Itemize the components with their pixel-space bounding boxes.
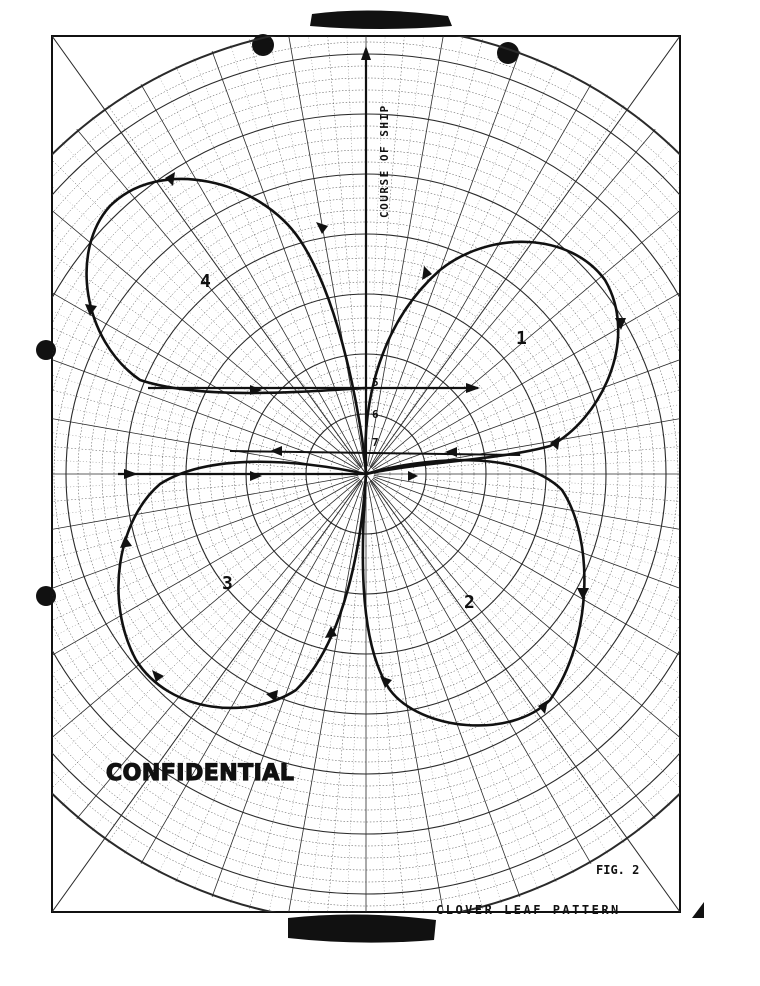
punch-hole-top-right — [497, 42, 519, 64]
grid-spoke-major — [367, 31, 444, 466]
grid-spoke-fine — [9, 584, 223, 748]
grid-spoke-minor — [0, 508, 317, 732]
track-arrow — [250, 471, 262, 481]
grid-spoke-fine — [346, 24, 358, 294]
grid-spoke-fine — [0, 497, 188, 532]
grid-spoke-fine — [538, 339, 760, 420]
grid-spoke-minor — [0, 284, 312, 449]
grid-spoke-major — [288, 482, 365, 917]
redaction-mark-bottom — [288, 914, 436, 942]
grid-spoke-fine — [307, 28, 342, 296]
grid-spoke-major — [212, 482, 363, 897]
grid-spoke-major — [369, 51, 520, 466]
grid-spoke-fine — [0, 339, 194, 420]
grid-spoke-major — [367, 482, 444, 917]
grid-spoke-fine — [463, 94, 608, 322]
grid-spoke-major — [212, 51, 363, 466]
grid-spoke-fine — [435, 640, 538, 889]
grid-spoke-minor — [408, 156, 684, 432]
grid-spoke-minor — [0, 216, 317, 440]
track-arrow — [408, 471, 418, 481]
figure-caption: CLOVER LEAF PATTERN — [436, 903, 621, 917]
grid-spoke-major — [141, 481, 362, 864]
leaf-4-loop — [87, 179, 366, 474]
grid-spoke-fine — [542, 513, 760, 571]
grid-spoke-major — [21, 185, 360, 469]
grid-spoke-fine — [518, 571, 746, 716]
grid-spoke-fine — [420, 45, 501, 303]
grid-spoke-minor — [0, 490, 308, 591]
grid-spoke-fine — [435, 58, 538, 307]
center-mark-5: 5 — [372, 376, 379, 389]
leaf-label-1: 1 — [516, 328, 527, 349]
grid-corner-diagonal — [366, 36, 680, 474]
grid-spoke-fine — [542, 377, 760, 435]
leaf-label-2: 2 — [464, 592, 475, 613]
grid-spoke-fine — [509, 584, 723, 748]
grid-spoke-major — [372, 479, 711, 763]
grid-spoke-fine — [546, 454, 760, 466]
polar-chart-paper — [0, 24, 760, 924]
grid-spoke-major — [141, 84, 362, 467]
grid-spoke-fine — [544, 415, 760, 450]
grid-spoke-fine — [532, 543, 760, 646]
grid-spoke-minor — [415, 216, 734, 440]
grid-spoke-major — [288, 31, 365, 466]
grid-spoke-fine — [0, 571, 214, 716]
grid-spoke-major — [374, 475, 760, 552]
track-arrow — [380, 676, 392, 688]
grid-spoke-major — [0, 478, 359, 699]
leaf-label-4: 4 — [200, 271, 211, 292]
leaf-3-loop — [118, 462, 366, 708]
grid-spoke-fine — [9, 200, 223, 364]
grid-spoke-fine — [546, 482, 760, 494]
track-arrow — [550, 436, 560, 450]
center-mark-7: 7 — [372, 436, 379, 449]
grid-spoke-minor — [426, 479, 760, 513]
grid-spoke-minor — [48, 516, 324, 792]
course-axis-arrow — [361, 46, 371, 60]
entry-arrow — [124, 469, 138, 479]
grid-corner-diagonal — [366, 474, 680, 912]
grid-spoke-fine — [0, 232, 214, 377]
grid-spoke-fine — [0, 454, 186, 466]
grid-corner-diagonal — [52, 36, 366, 474]
grid-spoke-minor — [0, 479, 306, 513]
grid-spoke-fine — [389, 28, 424, 296]
grid-spoke-minor — [400, 523, 624, 842]
track-arrow — [445, 447, 457, 457]
grid-spoke-major — [371, 480, 655, 819]
grid-spoke-fine — [346, 654, 358, 924]
grid-spoke-fine — [0, 543, 200, 646]
grid-spoke-fine — [0, 302, 200, 405]
grid-spoke-major — [0, 475, 358, 552]
grid-spoke-fine — [538, 528, 760, 609]
grid-spoke-fine — [92, 617, 256, 831]
track-arrow — [577, 588, 589, 600]
grid-spoke-fine — [92, 117, 256, 331]
grid-spoke-fine — [269, 35, 327, 299]
grid-spoke-fine — [526, 266, 760, 391]
redaction-mark-top — [310, 10, 452, 29]
grid-spoke-minor — [108, 523, 332, 842]
leaf-label-3: 3 — [222, 573, 233, 594]
grid-spoke-fine — [526, 557, 760, 682]
grid-spoke-minor — [108, 105, 332, 424]
grid-spoke-major — [21, 479, 360, 763]
grid-spoke-fine — [374, 654, 386, 924]
grid-spoke-fine — [509, 200, 723, 364]
grid-spoke-fine — [389, 652, 424, 920]
corner-mark-bottom-right — [692, 902, 704, 918]
confidential-stamp: CONFIDENTIAL — [106, 761, 295, 786]
track-arrow — [120, 536, 132, 548]
grid-spoke-minor — [0, 358, 308, 459]
grid-spoke-fine — [0, 528, 194, 609]
track-arrow — [615, 318, 626, 330]
course-axis-label: COURSE OF SHIP — [378, 104, 391, 218]
grid-spoke-fine — [476, 117, 640, 331]
grid-spoke-major — [0, 396, 358, 473]
grid-spoke-fine — [0, 415, 188, 450]
leaf-1-loop — [365, 242, 618, 474]
grid-spoke-fine — [0, 482, 186, 494]
grid-spoke-fine — [405, 650, 463, 914]
track-direction-arrows — [85, 172, 626, 714]
track-arrow — [85, 304, 97, 316]
grid-spoke-major — [0, 249, 359, 470]
grid-spoke-fine — [532, 302, 760, 405]
grid-spoke-major — [77, 129, 361, 468]
grid-spoke-fine — [307, 652, 342, 920]
grid-corner-diagonal — [52, 474, 366, 912]
grid-spoke-minor — [415, 508, 734, 732]
grid-spoke-fine — [124, 626, 269, 854]
grid-spoke-minor — [408, 516, 684, 792]
track-arrow — [538, 700, 548, 714]
grid-spoke-major — [372, 185, 711, 469]
figure-number: FIG. 2 — [596, 863, 640, 877]
center-mark-6: 6 — [372, 408, 379, 421]
